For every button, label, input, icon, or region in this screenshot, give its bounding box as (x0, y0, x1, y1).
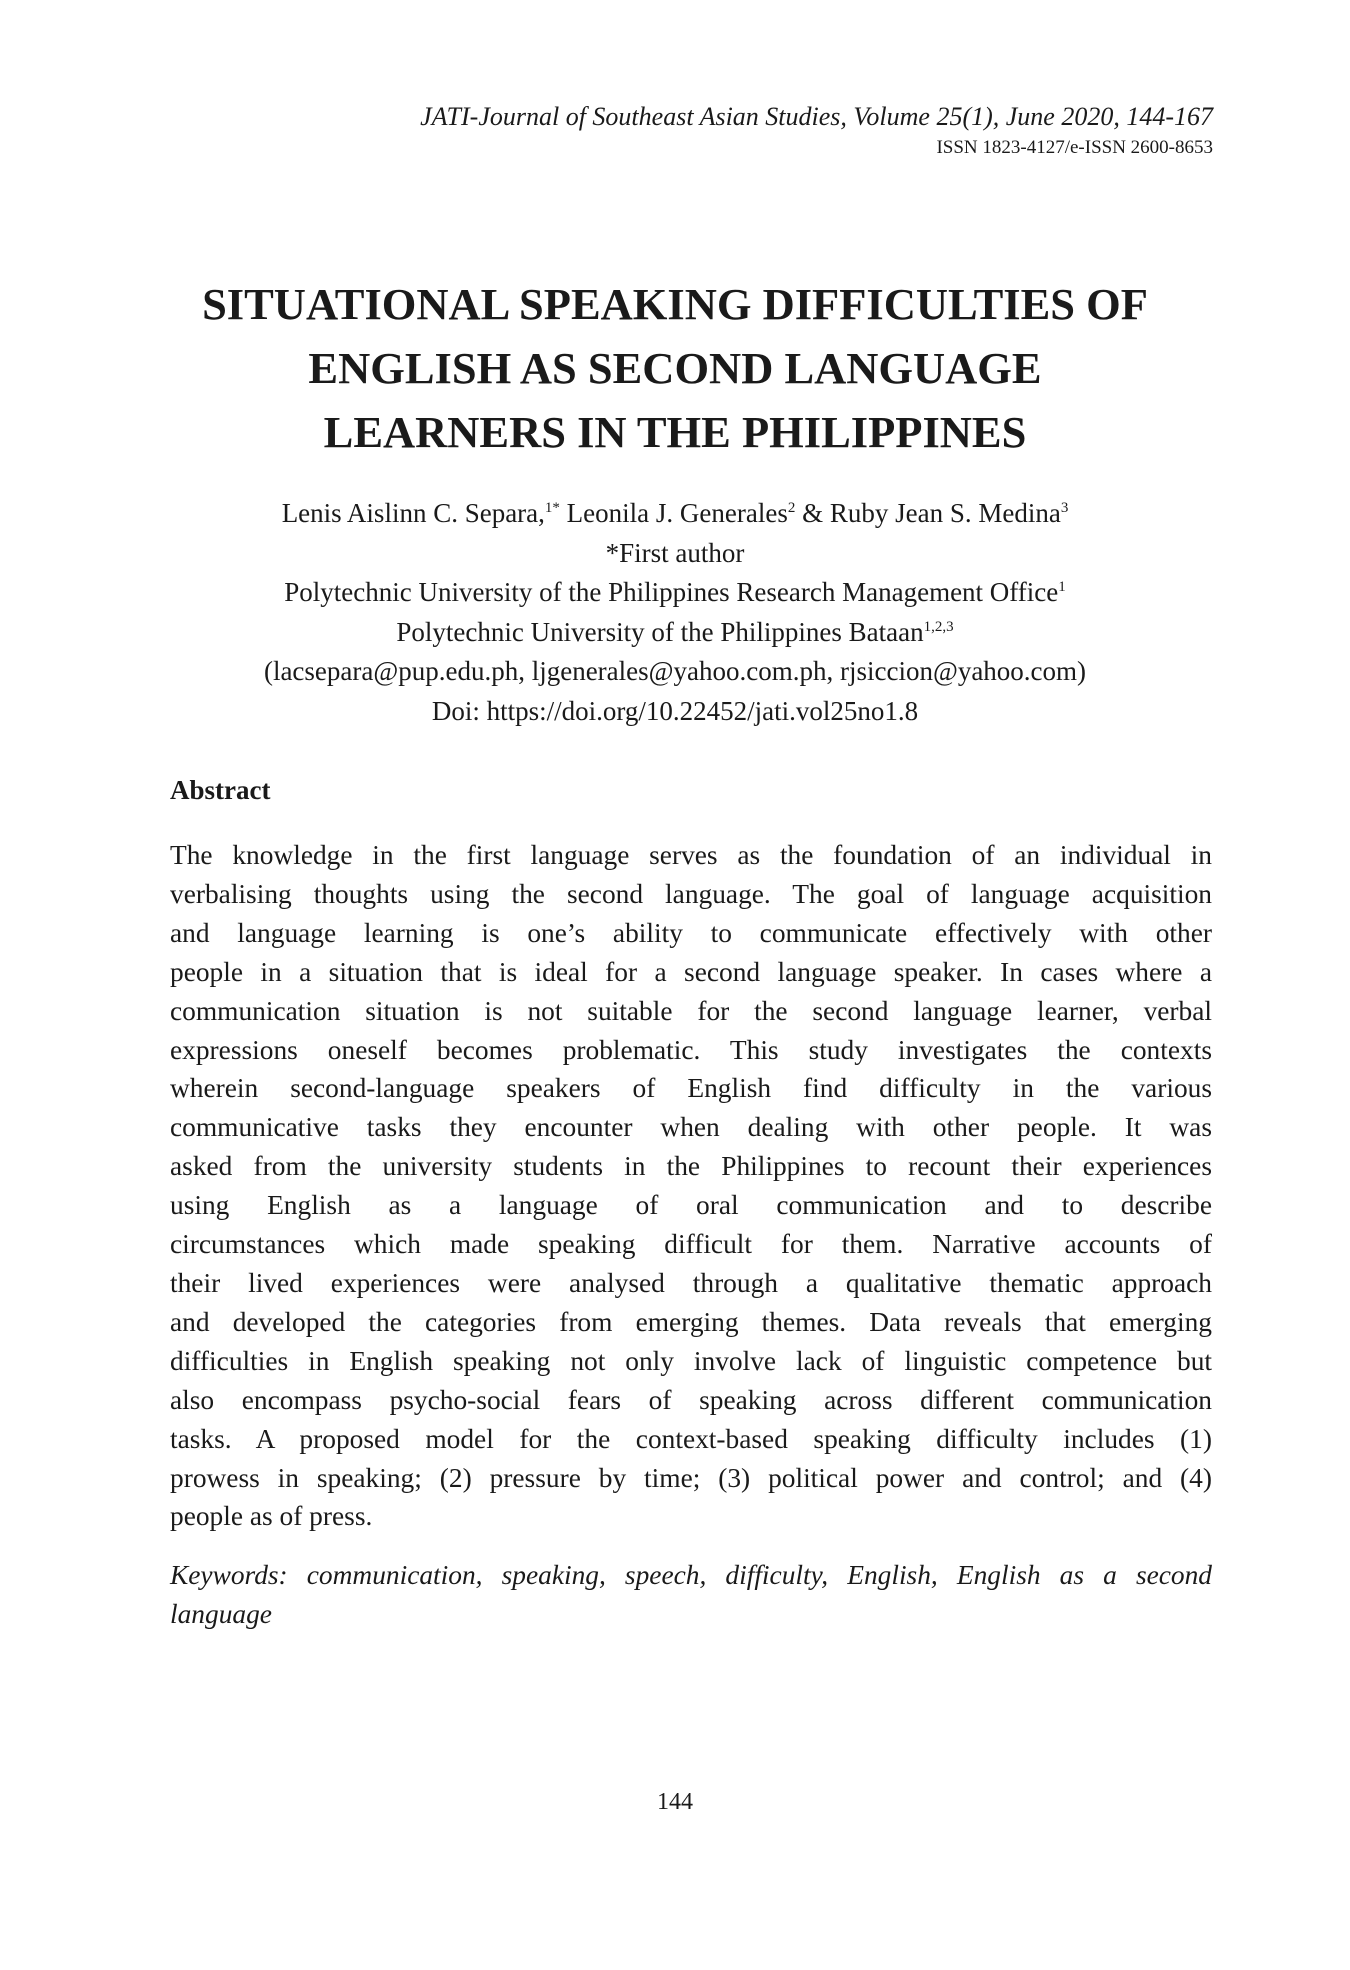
author-superscript: 2 (787, 500, 796, 516)
abstract-line: communication situation is not suitable for the second language learner, verbal (170, 995, 1212, 1026)
author-superscript: 3 (1060, 500, 1069, 516)
keywords-line: Keywords: communication, speaking, speech, difficulty, English, English as a second (170, 1560, 1212, 1590)
paper-title (100, 272, 1250, 464)
abstract-line: circumstances which made speaking difficult for them. Narrative accounts of (170, 1229, 1212, 1260)
abstract-text (170, 836, 1212, 1536)
abstract-line: using English as a language of oral communication and to describe (170, 1190, 1212, 1221)
author-superscript: 1* (544, 500, 560, 516)
abstract-line: tasks. A proposed model for the context-based speaking difficulty includes (1) (170, 1423, 1212, 1454)
journal-citation: JATI-Journal of Southeast Asian Studies, Volume 25(1), June 2020, 144-167 (420, 102, 1213, 131)
author-emails: (lacsepara@pup.edu.ph, ljgenerales@yahoo.com.ph, rjsiccion@yahoo.com) (263, 656, 1087, 686)
affiliation-line (100, 613, 1250, 653)
author-line (100, 494, 1250, 534)
keywords-line: language (170, 1599, 272, 1629)
running-header (420, 100, 1213, 162)
doi-line: Doi: https://doi.org/10.22452/jati.vol25no1.8 (431, 695, 919, 726)
title-line: LEARNERS IN THE PHILIPPINES (323, 407, 1027, 457)
affiliation-line (100, 573, 1250, 613)
first-author-note: *First author (605, 537, 745, 568)
abstract-line: expressions oneself becomes problematic. This study investigates the contexts (170, 1034, 1212, 1065)
title-line: ENGLISH AS SECOND LANGUAGE (308, 343, 1042, 393)
keywords (170, 1556, 1212, 1634)
issn-line: ISSN 1823-4127/e-ISSN 2600-8653 (936, 137, 1213, 158)
abstract-line: also encompass psycho-social fears of speaking across different communication (170, 1384, 1212, 1415)
abstract-line: difficulties in English speaking not only involve lack of linguistic competence but (170, 1345, 1212, 1376)
author-block (100, 494, 1250, 731)
abstract-line: people in a situation that is ideal for a second language speaker. In cases where a (170, 956, 1212, 987)
abstract-line: verbalising thoughts using the second language. The goal of language acquisition (170, 878, 1212, 909)
abstract-line: The knowledge in the first language serves as the foundation of an individual in (170, 840, 1212, 870)
author-name: Lenis Aislinn C. Separa, (281, 498, 545, 528)
affiliation-name: Polytechnic University of the Philippines Bataan (396, 616, 924, 647)
abstract-line: and language learning is one’s ability to communicate effectively with other (170, 917, 1212, 948)
page-number: 144 (657, 1789, 693, 1815)
abstract-line: their lived experiences were analysed through a qualitative thematic approach (170, 1267, 1212, 1298)
affiliation-superscript: 1,2,3 (923, 618, 954, 635)
abstract-line: prowess in speaking; (2) pressure by time; (3) political power and control; and (4) (170, 1462, 1212, 1493)
affiliation-superscript: 1 (1058, 579, 1066, 595)
abstract-line: wherein second-language speakers of English find difficulty in the various (170, 1073, 1212, 1104)
abstract-line: communicative tasks they encounter when dealing with other people. It was (170, 1112, 1212, 1143)
abstract-line: people as of press. (170, 1501, 373, 1532)
title-line: SITUATIONAL SPEAKING DIFFICULTIES OF (202, 279, 1148, 329)
author-name: & Ruby Jean S. Medina (795, 498, 1061, 528)
abstract-line: and developed the categories from emerging themes. Data reveals that emerging (170, 1306, 1212, 1337)
affiliation-name: Polytechnic University of the Philippines Research Management Office (284, 577, 1059, 607)
abstract-line: asked from the university students in the Philippines to recount their experiences (170, 1151, 1212, 1182)
author-name: Leonila J. Generales (559, 498, 788, 528)
abstract-heading: Abstract (170, 775, 271, 805)
